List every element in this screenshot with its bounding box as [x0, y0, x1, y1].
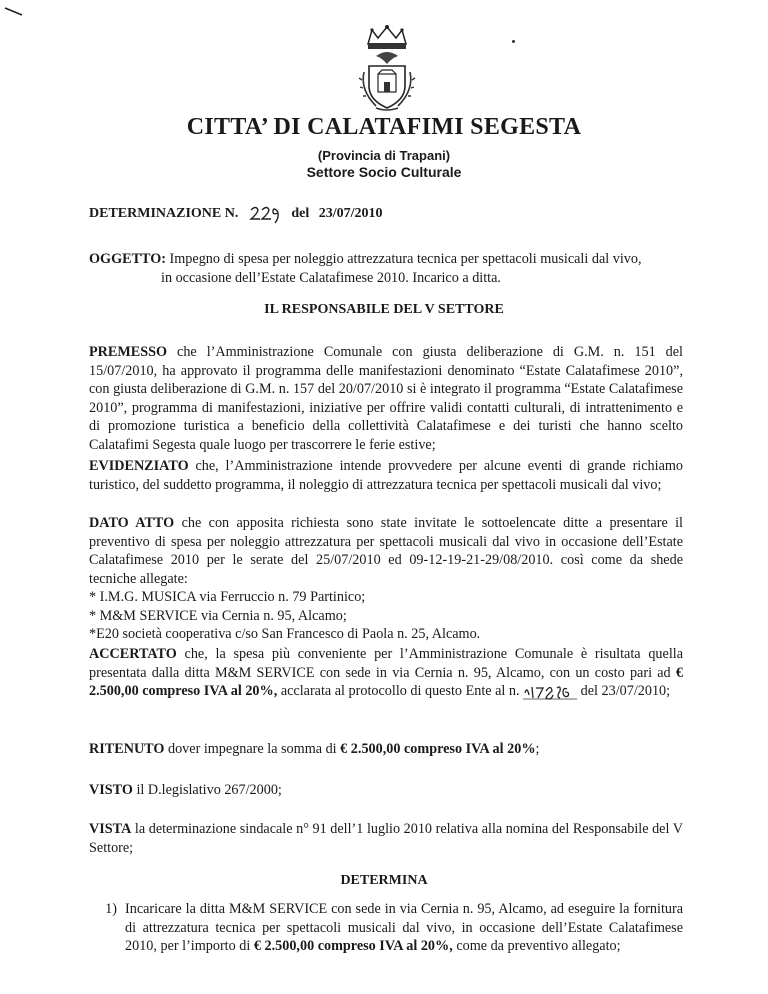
city-title: CITTA’ DI CALATAFIMI SEGESTA	[186, 114, 582, 140]
oggetto-line2: in occasione dell’Estate Calatafimese 2010. Incarico a ditta.	[161, 269, 501, 286]
premesso-paragraph	[89, 343, 683, 454]
accertato-text1: che, la spesa più conveniente per l’Amministrazione Comunale è risultata quella presentata dalla ditta M&M SERVICE con sede in via Cernia n. 95, Alcamo, con un costo pari ad	[89, 646, 683, 681]
dato-atto-paragraph	[89, 514, 683, 644]
premesso-text: che l’Amministrazione Comunale con giusta deliberazione di G.M. n. 151 del 15/07/2010, ha approvato il programma delle manifestazioni denominato “Estate Calatafimese 2010”, con giusta deliberazione di G.M. n. 157 del 20/07/2010 si è integrato il programma “Estate Calatafimese 2010”, programma di manifestazioni, iniziative per offrire validi contatti culturali, di intrattenimento e di promozione turistica a beneficio della collettività Calatafimese e dei turisti che hanno scelto Calatafimi Segesta quale luogo per trascorrere le ferie estive;	[89, 344, 683, 453]
scan-speck	[512, 40, 515, 43]
vista-paragraph	[89, 820, 683, 857]
ritenuto-text: dover impegnare la somma di	[164, 741, 341, 757]
sector-label: Settore Socio Culturale	[306, 164, 462, 180]
province-label: (Provincia di Trapani)	[317, 148, 451, 163]
visto-text: il D.legislativo 267/2000;	[132, 782, 282, 798]
firm-item: * M&M SERVICE via Cernia n. 95, Alcamo;	[89, 607, 347, 624]
dato-atto-label: DATO ATTO	[89, 515, 175, 531]
oggetto-label: OGGETTO:	[89, 251, 166, 267]
handwritten-protocol-number	[523, 683, 577, 701]
item-amount: € 2.500,00 compreso IVA al 20%,	[253, 938, 453, 954]
ritenuto-paragraph	[89, 740, 683, 759]
vista-text: la determinazione sindacale n° 91 dell’1 luglio 2010 relativa alla nomina del Responsabile del V Settore;	[89, 821, 683, 856]
list-item	[89, 900, 683, 956]
item-text1: Incaricare la ditta M&M SERVICE con sede in via Cernia n. 95, Alcamo, ad eseguire la fornitura di attrezzatura tecnica per spettacoli musicali dal vivo, in occasione dell’Estate Calatafimese 2010, per l’importo di	[125, 901, 683, 954]
oggetto-block	[89, 250, 683, 287]
determination-label: DETERMINAZIONE N.	[89, 206, 239, 222]
accertato-text2: acclarata al protocollo di questo Ente al n.	[277, 683, 524, 699]
coat-of-arms-icon	[354, 24, 420, 114]
item-text	[125, 900, 683, 956]
corner-scan-mark	[4, 4, 24, 18]
evidenziato-paragraph	[89, 457, 683, 494]
firm-item: * I.M.G. MUSICA via Ferruccio n. 79 Partinico;	[89, 589, 366, 605]
premesso-label: PREMESSO	[89, 344, 168, 360]
determination-line	[89, 204, 383, 224]
item-text2: come da preventivo allegato;	[452, 938, 621, 954]
ritenuto-label: RITENUTO	[89, 741, 165, 757]
accertato-paragraph	[89, 645, 683, 701]
determination-date: 23/07/2010	[318, 206, 383, 222]
accertato-label: ACCERTATO	[89, 646, 177, 662]
evidenziato-text: che, l’Amministrazione intende provvedere per alcune eventi di grande richiamo turistico, del suddetto programma, il noleggio di attrezzatura tecnica per spettacoli musicali dal vivo;	[89, 458, 683, 493]
accertato-amount: € 2.500,00 compreso IVA al 20%,	[89, 664, 683, 699]
heading-determina: DETERMINA	[340, 873, 428, 888]
handwritten-number	[248, 204, 282, 224]
visto-label: VISTO	[89, 782, 133, 798]
visto-paragraph	[89, 781, 683, 800]
dato-atto-text: che con apposita richiesta sono state invitate le sottoelencate ditte a presentare il preventivo di spesa per noleggio attrezzatura per spettacoli musicali dal vivo in occasione dell’Estate Calatafimese 2010 per le serate del 25/07/2010 ed 09-12-19-21-29/08/2010. così come da shede tecniche allegate:	[89, 515, 684, 587]
oggetto-line1: Impegno di spesa per noleggio attrezzatura tecnica per spettacoli musicali dal vivo,	[169, 251, 642, 267]
vista-label: VISTA	[89, 821, 132, 837]
determina-list	[89, 900, 683, 956]
item-number: 1)	[105, 901, 117, 917]
ritenuto-end: ;	[535, 741, 540, 757]
evidenziato-label: EVIDENZIATO	[89, 458, 189, 474]
heading-responsabile: IL RESPONSABILE DEL V SETTORE	[264, 302, 504, 317]
ritenuto-amount: € 2.500,00 compreso IVA al 20%	[340, 741, 536, 757]
del-label: del	[291, 206, 310, 222]
firm-item: *E20 società cooperativa c/so San Francesco di Paola n. 25, Alcamo.	[89, 626, 481, 642]
accertato-text3: del 23/07/2010;	[577, 683, 671, 699]
